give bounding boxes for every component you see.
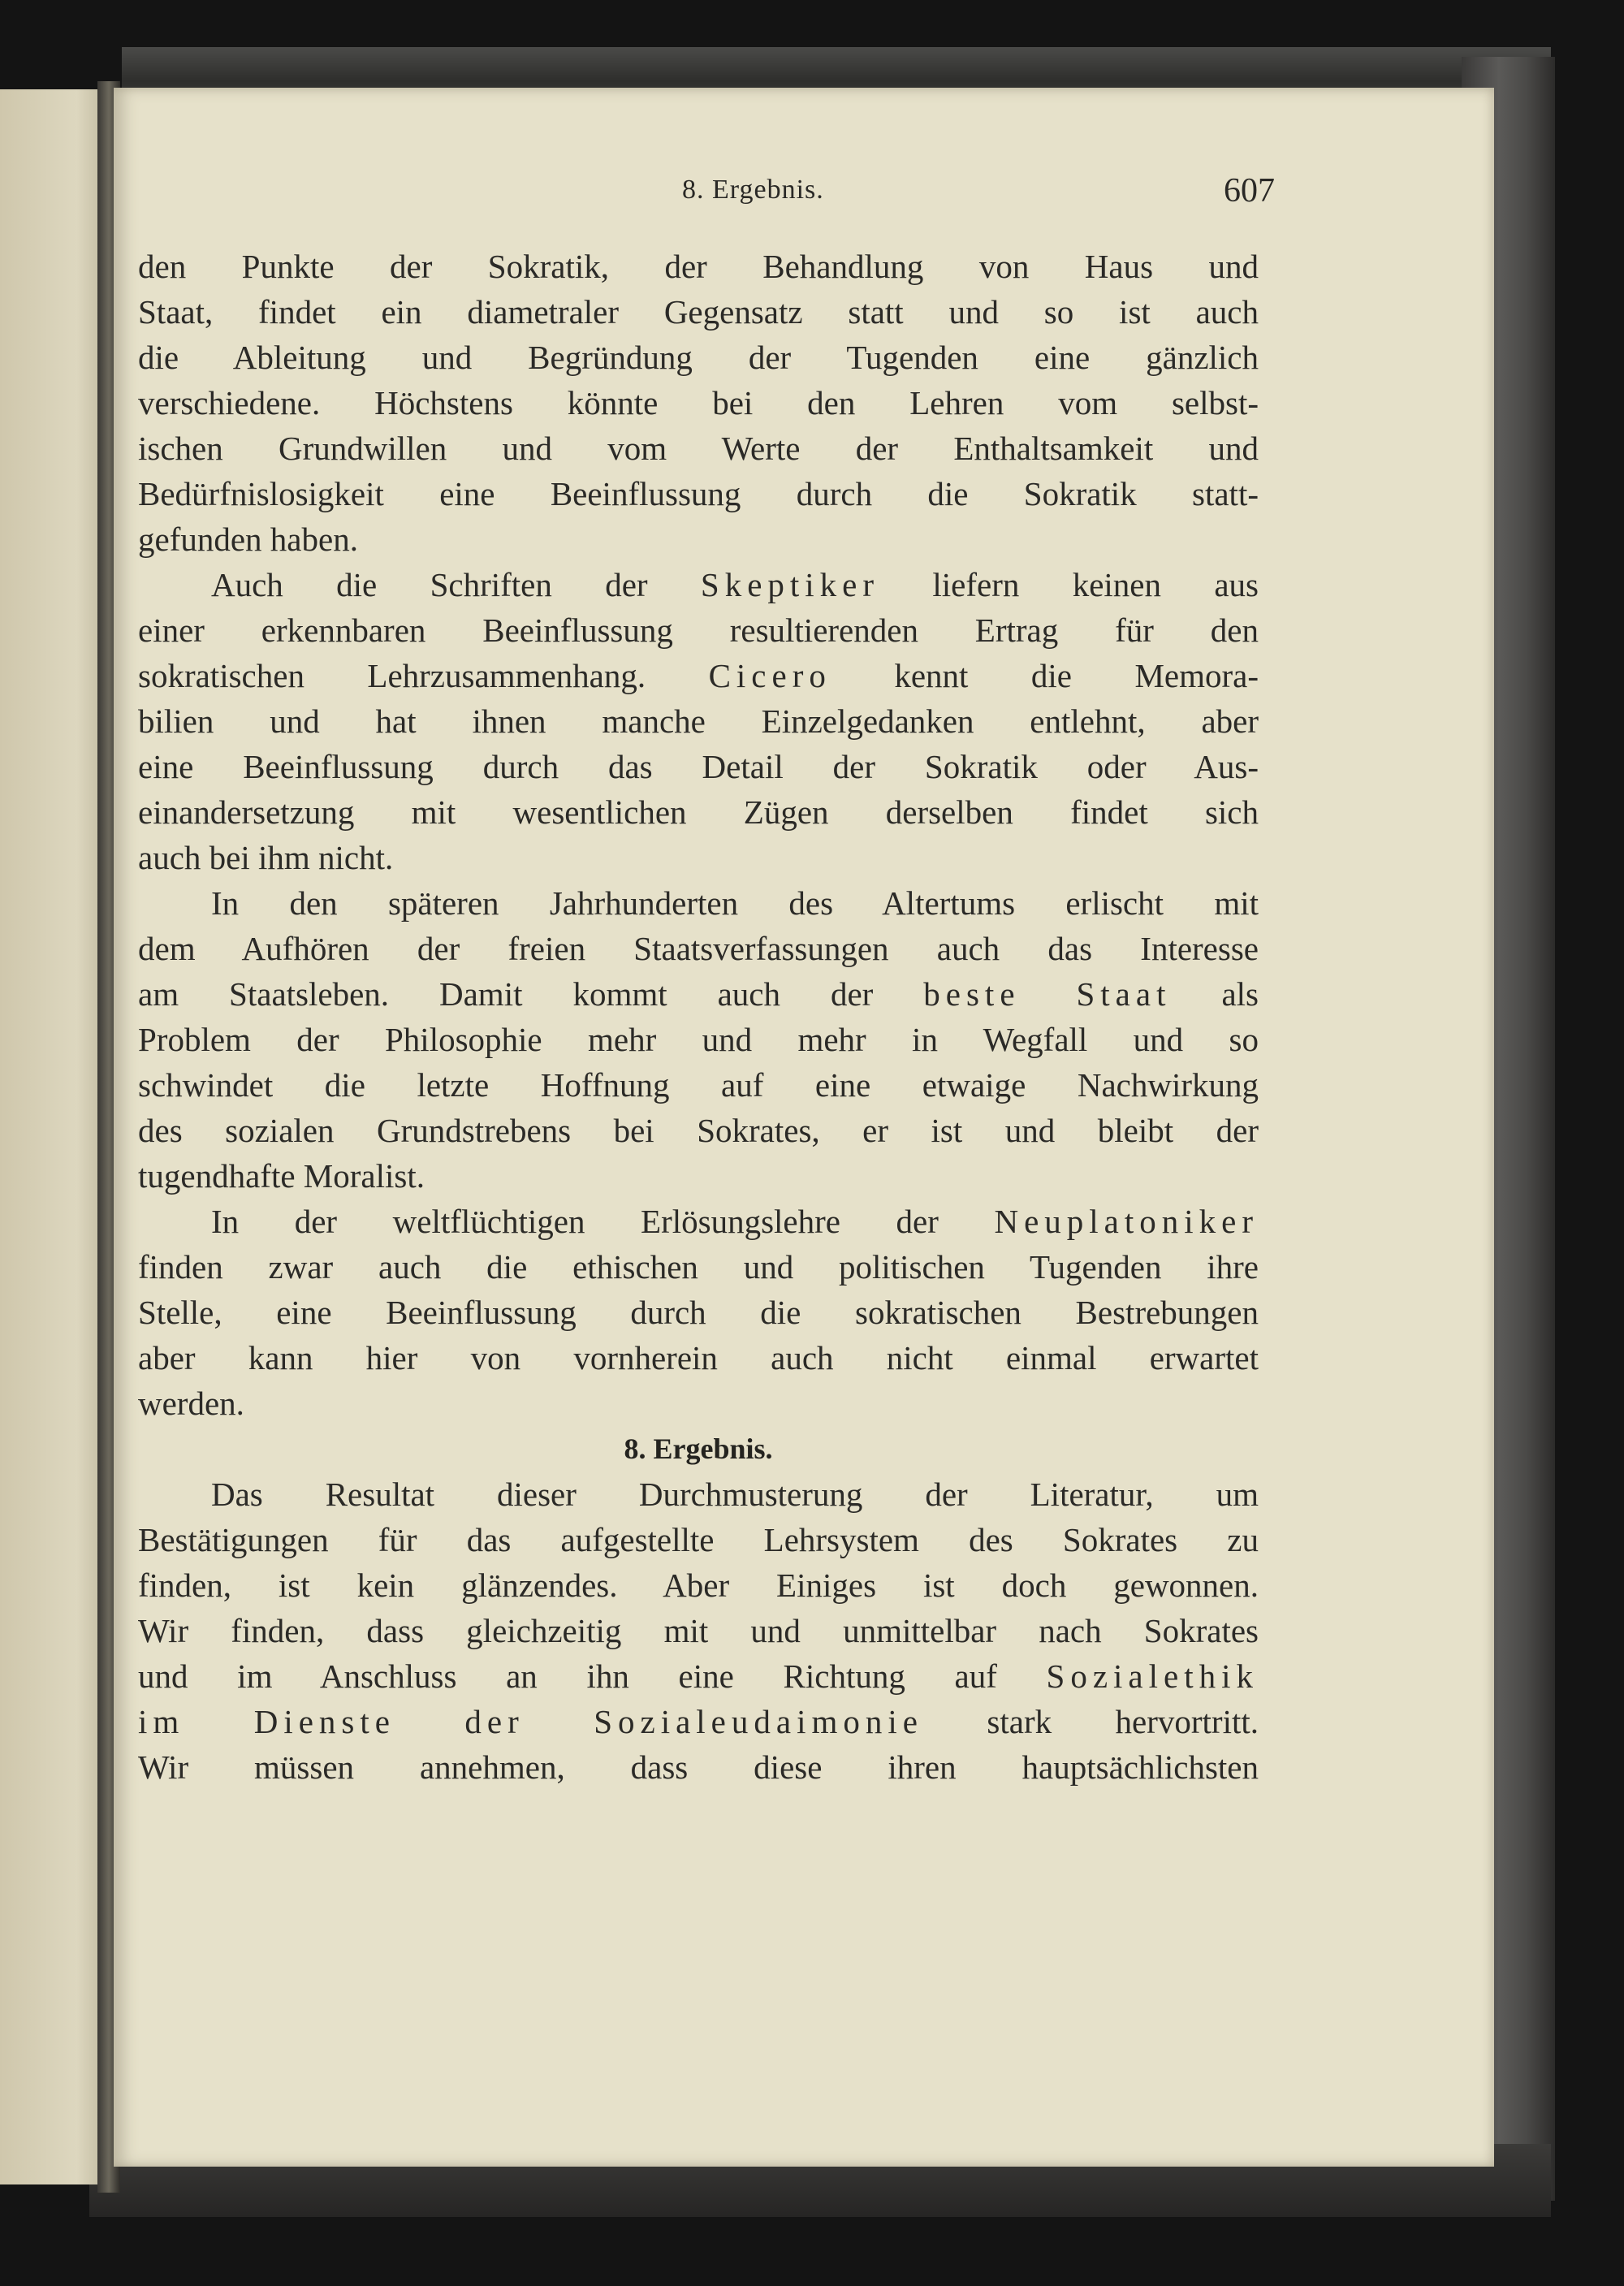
text-line: den Punkte der Sokratik, der Behandlung von Haus und <box>138 248 1259 285</box>
text-line: Problem der Philosophie mehr und mehr in Wegfall und so <box>138 1021 1259 1058</box>
text-run: am Staatsleben. Damit kommt auch der <box>138 975 924 1013</box>
emphasis-neuplatoniker: Neuplatoniker <box>994 1203 1259 1240</box>
running-head <box>138 172 1275 223</box>
text-run: und im Anschluss an ihn eine Richtung auf <box>138 1657 1047 1695</box>
text-line: des sozialen Grundstrebens bei Sokrates, er ist und bleibt der <box>138 1112 1259 1149</box>
text-line <box>138 653 1259 698</box>
text-run: kennt die Memora- <box>831 657 1259 694</box>
text-line <box>138 1199 1259 1244</box>
text-line: Wir müssen annehmen, dass diese ihren hauptsächlichsten <box>138 1748 1259 1786</box>
text-line <box>138 971 1259 1017</box>
emphasis-cicero: Cicero <box>708 657 831 694</box>
paragraph-5 <box>138 1471 1259 1790</box>
text-run: In der weltflüchtigen Erlösungslehre der <box>211 1203 995 1240</box>
text-line: aber kann hier von vornherein auch nicht einmal erwartet <box>138 1339 1259 1376</box>
text-line: Bestätigungen für das aufgestellte Lehrsystem des Sokrates zu <box>138 1521 1259 1558</box>
text-line: gefunden haben. <box>138 521 358 558</box>
text-line <box>138 1699 1259 1744</box>
emphasis-beste-staat: beste Staat <box>923 975 1172 1013</box>
text-line <box>138 562 1259 607</box>
text-run: stark hervortritt. <box>922 1703 1259 1740</box>
text-line: eine Beeinflussung durch das Detail der Sokratik oder Aus- <box>138 748 1259 785</box>
text-line: Das Resultat dieser Durchmusterung der Literatur, um <box>211 1476 1259 1513</box>
page-number: 607 <box>1224 172 1275 210</box>
text-run: liefern keinen aus <box>879 566 1259 603</box>
paragraph-4 <box>138 1199 1259 1426</box>
left-page-edge <box>0 89 110 2184</box>
text-run: Auch die Schriften der <box>211 566 701 603</box>
text-line: die Ableitung und Begründung der Tugenden eine gänzlich <box>138 339 1259 376</box>
text-line: verschiedene. Höchstens könnte bei den Lehren vom selbst- <box>138 384 1259 421</box>
text-line: Bedürfnislosigkeit eine Beeinflussung durch die Sokratik statt- <box>138 475 1259 512</box>
emphasis-sozialethik: Sozialethik <box>1046 1657 1259 1695</box>
text-run: sokratischen Lehrzusammenhang. <box>138 657 709 694</box>
section-heading: 8. Ergebnis. <box>624 1433 773 1465</box>
text-run: als <box>1171 975 1259 1013</box>
text-line: finden zwar auch die ethischen und politischen Tugenden ihre <box>138 1248 1259 1286</box>
text-line: Staat, findet ein diametraler Gegensatz statt und so ist auch <box>138 293 1259 331</box>
text-line: ischen Grundwillen und vom Werte der Enthaltsamkeit und <box>138 430 1259 467</box>
body-text <box>138 244 1259 1790</box>
text-line: dem Aufhören der freien Staatsverfassungen auch das Interesse <box>138 930 1259 967</box>
text-line <box>138 1653 1259 1699</box>
emphasis-sozialeudaimonie: im Dienste der Sozialeudaimonie <box>138 1703 923 1740</box>
text-line: einer erkennbaren Beeinflussung resultierenden Ertrag für den <box>138 611 1259 649</box>
paragraph-3 <box>138 880 1259 1199</box>
running-title: 8. Ergebnis. <box>682 175 824 205</box>
text-line: Wir finden, dass gleichzeitig mit und unmittelbar nach Sokrates <box>138 1612 1259 1649</box>
text-line: In den späteren Jahrhunderten des Altertums erlischt mit <box>211 884 1259 922</box>
text-line: schwindet die letzte Hoffnung auf eine etwaige Nachwirkung <box>138 1066 1259 1104</box>
text-line: einandersetzung mit wesentlichen Zügen derselben findet sich <box>138 793 1259 831</box>
text-line: Stelle, eine Beeinflussung durch die sokratischen Bestrebungen <box>138 1294 1259 1331</box>
text-line: auch bei ihm nicht. <box>138 839 394 876</box>
text-line: bilien und hat ihnen manche Einzelgedanken entlehnt, aber <box>138 702 1259 740</box>
text-line: tugendhafte Moralist. <box>138 1157 425 1195</box>
text-line: werden. <box>138 1385 244 1422</box>
text-line: finden, ist kein glänzendes. Aber Einiges ist doch gewonnen. <box>138 1566 1259 1604</box>
paragraph-2 <box>138 562 1259 880</box>
emphasis-skeptiker: Skeptiker <box>700 566 880 603</box>
paragraph-1 <box>138 244 1259 562</box>
